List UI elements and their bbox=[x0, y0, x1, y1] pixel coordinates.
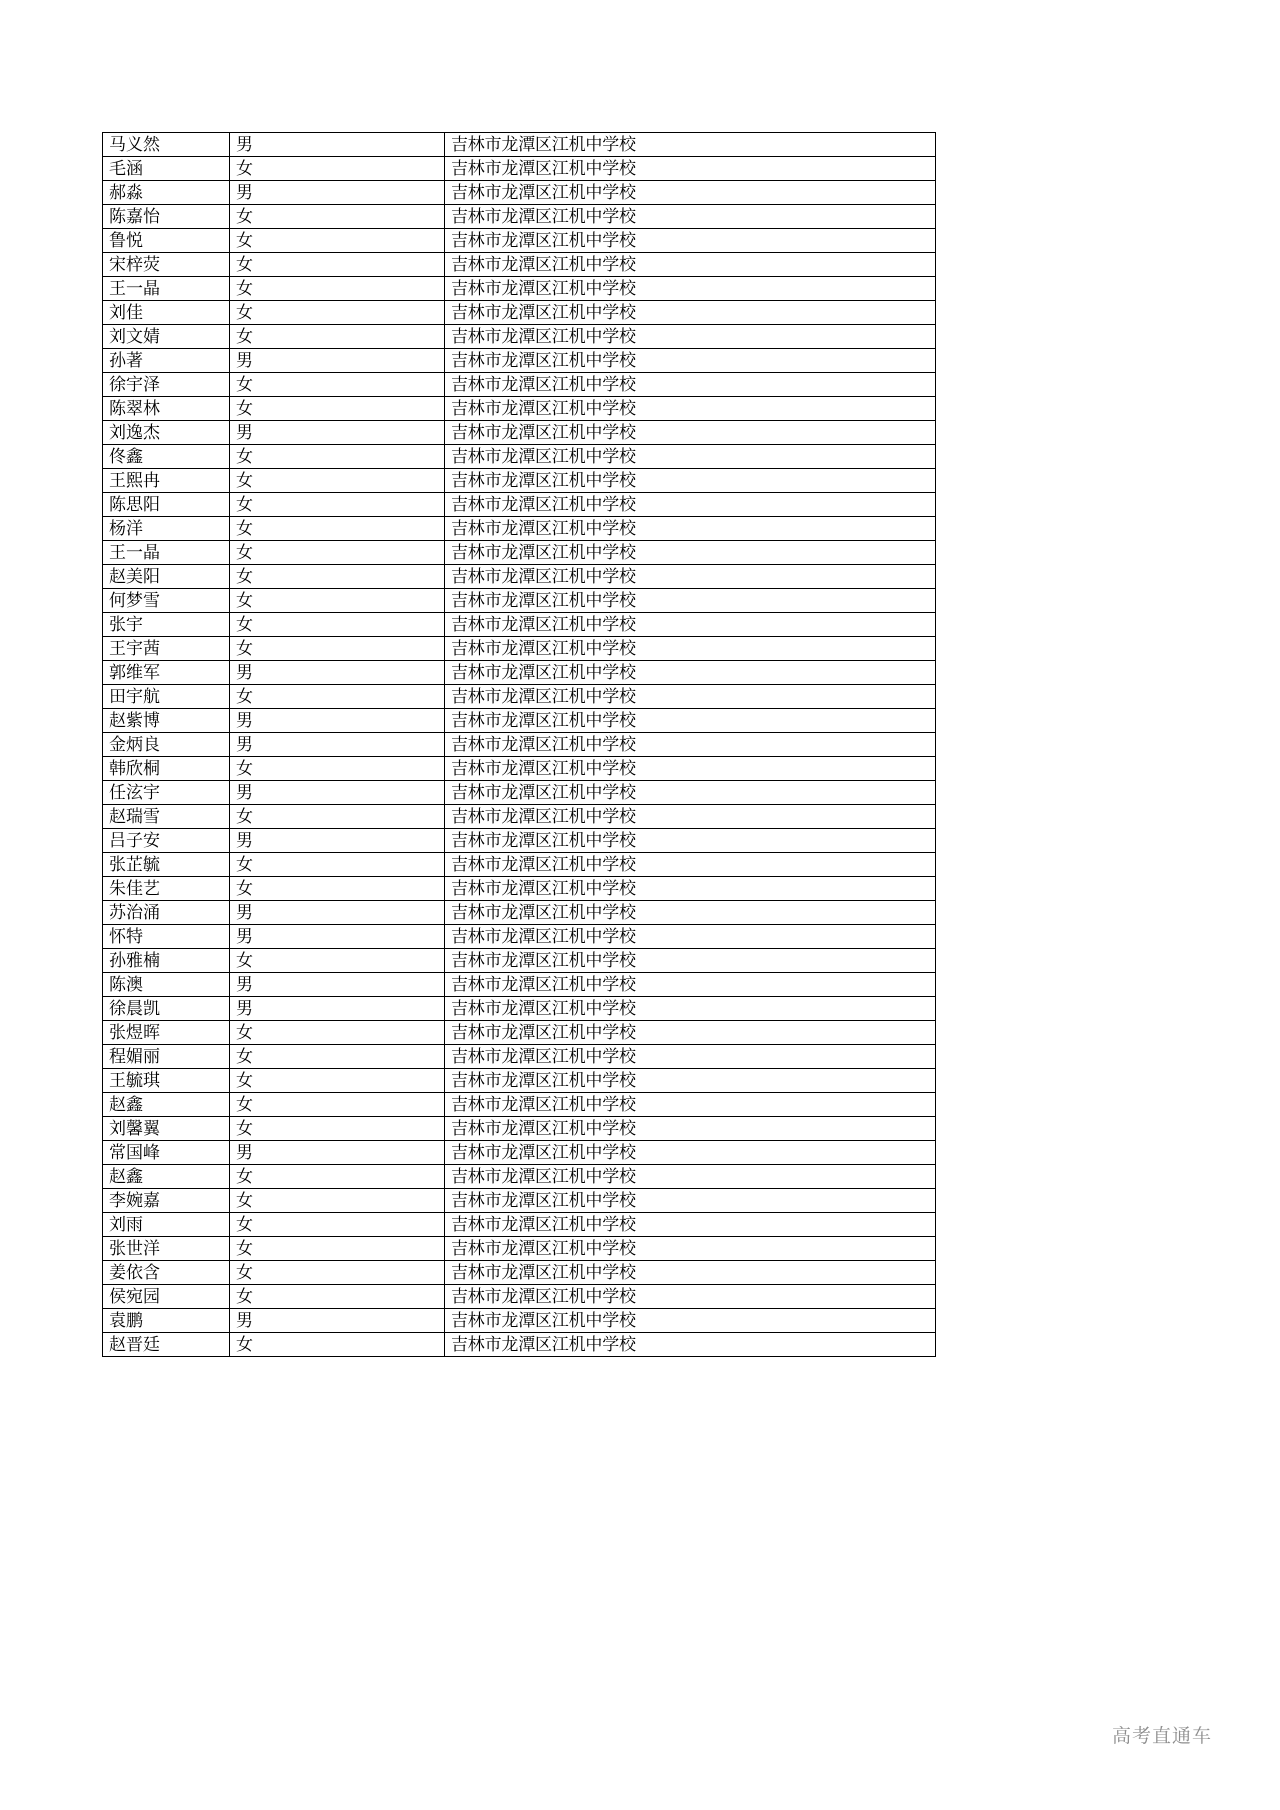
table-row bbox=[103, 877, 936, 901]
cell-student-school: 吉林市龙潭区江机中学校 bbox=[445, 301, 936, 325]
cell-student-name: 赵鑫 bbox=[103, 1093, 230, 1117]
cell-student-school: 吉林市龙潭区江机中学校 bbox=[445, 637, 936, 661]
cell-student-name: 徐宇泽 bbox=[103, 373, 230, 397]
cell-student-name: 郝淼 bbox=[103, 181, 230, 205]
cell-student-sex: 女 bbox=[230, 493, 445, 517]
table-row bbox=[103, 157, 936, 181]
cell-student-name: 刘雨 bbox=[103, 1213, 230, 1237]
table-row bbox=[103, 1021, 936, 1045]
cell-student-name: 王熙冉 bbox=[103, 469, 230, 493]
table-row bbox=[103, 589, 936, 613]
cell-student-school: 吉林市龙潭区江机中学校 bbox=[445, 1045, 936, 1069]
table-row bbox=[103, 1237, 936, 1261]
cell-student-school: 吉林市龙潭区江机中学校 bbox=[445, 589, 936, 613]
cell-student-sex: 女 bbox=[230, 949, 445, 973]
cell-student-school: 吉林市龙潭区江机中学校 bbox=[445, 1309, 936, 1333]
table-row bbox=[103, 829, 936, 853]
table-row bbox=[103, 733, 936, 757]
table-row bbox=[103, 685, 936, 709]
cell-student-sex: 女 bbox=[230, 517, 445, 541]
cell-student-school: 吉林市龙潭区江机中学校 bbox=[445, 205, 936, 229]
cell-student-sex: 女 bbox=[230, 685, 445, 709]
cell-student-school: 吉林市龙潭区江机中学校 bbox=[445, 349, 936, 373]
cell-student-school: 吉林市龙潭区江机中学校 bbox=[445, 1093, 936, 1117]
cell-student-school: 吉林市龙潭区江机中学校 bbox=[445, 901, 936, 925]
cell-student-sex: 女 bbox=[230, 1093, 445, 1117]
cell-student-sex: 女 bbox=[230, 1045, 445, 1069]
cell-student-school: 吉林市龙潭区江机中学校 bbox=[445, 805, 936, 829]
cell-student-school: 吉林市龙潭区江机中学校 bbox=[445, 1069, 936, 1093]
cell-student-sex: 女 bbox=[230, 1333, 445, 1357]
cell-student-sex: 男 bbox=[230, 973, 445, 997]
cell-student-sex: 女 bbox=[230, 565, 445, 589]
cell-student-name: 李婉嘉 bbox=[103, 1189, 230, 1213]
cell-student-name: 宋梓荧 bbox=[103, 253, 230, 277]
cell-student-sex: 男 bbox=[230, 781, 445, 805]
cell-student-sex: 男 bbox=[230, 133, 445, 157]
table-row bbox=[103, 1069, 936, 1093]
cell-student-name: 程媚丽 bbox=[103, 1045, 230, 1069]
table-row bbox=[103, 805, 936, 829]
cell-student-sex: 女 bbox=[230, 637, 445, 661]
cell-student-school: 吉林市龙潭区江机中学校 bbox=[445, 949, 936, 973]
table-row bbox=[103, 1117, 936, 1141]
cell-student-school: 吉林市龙潭区江机中学校 bbox=[445, 853, 936, 877]
cell-student-name: 田宇航 bbox=[103, 685, 230, 709]
cell-student-sex: 男 bbox=[230, 901, 445, 925]
cell-student-name: 王一晶 bbox=[103, 277, 230, 301]
cell-student-sex: 女 bbox=[230, 1117, 445, 1141]
cell-student-name: 赵瑞雪 bbox=[103, 805, 230, 829]
table-row bbox=[103, 349, 936, 373]
cell-student-school: 吉林市龙潭区江机中学校 bbox=[445, 469, 936, 493]
cell-student-name: 张宇 bbox=[103, 613, 230, 637]
cell-student-name: 赵晋廷 bbox=[103, 1333, 230, 1357]
cell-student-school: 吉林市龙潭区江机中学校 bbox=[445, 325, 936, 349]
cell-student-school: 吉林市龙潭区江机中学校 bbox=[445, 733, 936, 757]
cell-student-name: 苏治涌 bbox=[103, 901, 230, 925]
cell-student-school: 吉林市龙潭区江机中学校 bbox=[445, 781, 936, 805]
cell-student-sex: 女 bbox=[230, 589, 445, 613]
cell-student-sex: 女 bbox=[230, 205, 445, 229]
cell-student-sex: 女 bbox=[230, 157, 445, 181]
cell-student-name: 刘文婧 bbox=[103, 325, 230, 349]
cell-student-name: 刘佳 bbox=[103, 301, 230, 325]
cell-student-name: 吕子安 bbox=[103, 829, 230, 853]
cell-student-name: 常国峰 bbox=[103, 1141, 230, 1165]
cell-student-name: 刘逸杰 bbox=[103, 421, 230, 445]
table-row bbox=[103, 1285, 936, 1309]
table-row bbox=[103, 853, 936, 877]
cell-student-school: 吉林市龙潭区江机中学校 bbox=[445, 1117, 936, 1141]
cell-student-school: 吉林市龙潭区江机中学校 bbox=[445, 613, 936, 637]
cell-student-school: 吉林市龙潭区江机中学校 bbox=[445, 709, 936, 733]
table-row bbox=[103, 973, 936, 997]
cell-student-school: 吉林市龙潭区江机中学校 bbox=[445, 685, 936, 709]
cell-student-sex: 男 bbox=[230, 709, 445, 733]
cell-student-school: 吉林市龙潭区江机中学校 bbox=[445, 1141, 936, 1165]
table-row bbox=[103, 661, 936, 685]
cell-student-sex: 男 bbox=[230, 181, 445, 205]
cell-student-name: 王毓琪 bbox=[103, 1069, 230, 1093]
cell-student-sex: 男 bbox=[230, 1309, 445, 1333]
cell-student-school: 吉林市龙潭区江机中学校 bbox=[445, 421, 936, 445]
cell-student-name: 佟鑫 bbox=[103, 445, 230, 469]
cell-student-name: 王宇茜 bbox=[103, 637, 230, 661]
cell-student-name: 张煜晖 bbox=[103, 1021, 230, 1045]
cell-student-school: 吉林市龙潭区江机中学校 bbox=[445, 181, 936, 205]
cell-student-name: 徐晨凯 bbox=[103, 997, 230, 1021]
cell-student-sex: 男 bbox=[230, 997, 445, 1021]
cell-student-school: 吉林市龙潭区江机中学校 bbox=[445, 1189, 936, 1213]
cell-student-school: 吉林市龙潭区江机中学校 bbox=[445, 877, 936, 901]
table-row bbox=[103, 445, 936, 469]
cell-student-school: 吉林市龙潭区江机中学校 bbox=[445, 157, 936, 181]
table-row bbox=[103, 997, 936, 1021]
cell-student-school: 吉林市龙潭区江机中学校 bbox=[445, 373, 936, 397]
cell-student-school: 吉林市龙潭区江机中学校 bbox=[445, 661, 936, 685]
cell-student-sex: 男 bbox=[230, 349, 445, 373]
cell-student-sex: 女 bbox=[230, 1165, 445, 1189]
cell-student-sex: 女 bbox=[230, 1285, 445, 1309]
cell-student-name: 任泫宇 bbox=[103, 781, 230, 805]
cell-student-sex: 女 bbox=[230, 373, 445, 397]
cell-student-sex: 女 bbox=[230, 1261, 445, 1285]
cell-student-name: 刘馨翼 bbox=[103, 1117, 230, 1141]
table-row bbox=[103, 325, 936, 349]
cell-student-school: 吉林市龙潭区江机中学校 bbox=[445, 1021, 936, 1045]
cell-student-school: 吉林市龙潭区江机中学校 bbox=[445, 973, 936, 997]
cell-student-name: 赵紫博 bbox=[103, 709, 230, 733]
table-body bbox=[103, 133, 936, 1357]
cell-student-school: 吉林市龙潭区江机中学校 bbox=[445, 493, 936, 517]
cell-student-school: 吉林市龙潭区江机中学校 bbox=[445, 1261, 936, 1285]
table-row bbox=[103, 637, 936, 661]
cell-student-name: 袁鹏 bbox=[103, 1309, 230, 1333]
table-row bbox=[103, 565, 936, 589]
cell-student-school: 吉林市龙潭区江机中学校 bbox=[445, 757, 936, 781]
cell-student-sex: 女 bbox=[230, 1189, 445, 1213]
cell-student-sex: 女 bbox=[230, 445, 445, 469]
cell-student-school: 吉林市龙潭区江机中学校 bbox=[445, 517, 936, 541]
cell-student-sex: 男 bbox=[230, 925, 445, 949]
table-row bbox=[103, 901, 936, 925]
table-row bbox=[103, 781, 936, 805]
cell-student-sex: 女 bbox=[230, 1213, 445, 1237]
table-row bbox=[103, 493, 936, 517]
cell-student-school: 吉林市龙潭区江机中学校 bbox=[445, 253, 936, 277]
cell-student-sex: 女 bbox=[230, 613, 445, 637]
cell-student-name: 陈嘉怡 bbox=[103, 205, 230, 229]
table-row bbox=[103, 133, 936, 157]
cell-student-sex: 女 bbox=[230, 277, 445, 301]
cell-student-name: 陈思阳 bbox=[103, 493, 230, 517]
cell-student-name: 鲁悦 bbox=[103, 229, 230, 253]
table-row bbox=[103, 1141, 936, 1165]
cell-student-sex: 男 bbox=[230, 733, 445, 757]
cell-student-name: 孙著 bbox=[103, 349, 230, 373]
cell-student-sex: 女 bbox=[230, 301, 445, 325]
table-row bbox=[103, 1093, 936, 1117]
table-row bbox=[103, 253, 936, 277]
cell-student-sex: 女 bbox=[230, 853, 445, 877]
cell-student-name: 赵鑫 bbox=[103, 1165, 230, 1189]
table-row bbox=[103, 229, 936, 253]
cell-student-name: 朱佳艺 bbox=[103, 877, 230, 901]
cell-student-school: 吉林市龙潭区江机中学校 bbox=[445, 1213, 936, 1237]
table-row bbox=[103, 1189, 936, 1213]
table-row bbox=[103, 1333, 936, 1357]
cell-student-school: 吉林市龙潭区江机中学校 bbox=[445, 133, 936, 157]
cell-student-sex: 女 bbox=[230, 325, 445, 349]
table-row bbox=[103, 757, 936, 781]
table-row bbox=[103, 613, 936, 637]
cell-student-school: 吉林市龙潭区江机中学校 bbox=[445, 445, 936, 469]
cell-student-sex: 女 bbox=[230, 469, 445, 493]
watermark-label: 高考直通车 bbox=[1111, 1726, 1212, 1747]
table-row bbox=[103, 517, 936, 541]
cell-student-name: 何梦雪 bbox=[103, 589, 230, 613]
cell-student-name: 姜依含 bbox=[103, 1261, 230, 1285]
cell-student-sex: 男 bbox=[230, 421, 445, 445]
cell-student-school: 吉林市龙潭区江机中学校 bbox=[445, 277, 936, 301]
cell-student-school: 吉林市龙潭区江机中学校 bbox=[445, 229, 936, 253]
cell-student-school: 吉林市龙潭区江机中学校 bbox=[445, 925, 936, 949]
cell-student-sex: 女 bbox=[230, 1069, 445, 1093]
cell-student-name: 陈翠林 bbox=[103, 397, 230, 421]
table-row bbox=[103, 541, 936, 565]
cell-student-school: 吉林市龙潭区江机中学校 bbox=[445, 829, 936, 853]
cell-student-sex: 女 bbox=[230, 1021, 445, 1045]
cell-student-sex: 男 bbox=[230, 1141, 445, 1165]
table-row bbox=[103, 1309, 936, 1333]
cell-student-school: 吉林市龙潭区江机中学校 bbox=[445, 541, 936, 565]
cell-student-name: 毛涵 bbox=[103, 157, 230, 181]
cell-student-name: 孙雅楠 bbox=[103, 949, 230, 973]
cell-student-sex: 男 bbox=[230, 829, 445, 853]
cell-student-sex: 女 bbox=[230, 541, 445, 565]
table-row bbox=[103, 277, 936, 301]
cell-student-name: 张芷毓 bbox=[103, 853, 230, 877]
cell-student-school: 吉林市龙潭区江机中学校 bbox=[445, 565, 936, 589]
cell-student-sex: 女 bbox=[230, 1237, 445, 1261]
table-row bbox=[103, 1045, 936, 1069]
table-row bbox=[103, 1261, 936, 1285]
cell-student-school: 吉林市龙潭区江机中学校 bbox=[445, 1165, 936, 1189]
cell-student-name: 金炳良 bbox=[103, 733, 230, 757]
cell-student-school: 吉林市龙潭区江机中学校 bbox=[445, 997, 936, 1021]
table-row bbox=[103, 373, 936, 397]
cell-student-sex: 女 bbox=[230, 877, 445, 901]
table-row bbox=[103, 949, 936, 973]
table-row bbox=[103, 469, 936, 493]
cell-student-sex: 男 bbox=[230, 661, 445, 685]
student-roster-table bbox=[102, 132, 936, 1357]
cell-student-name: 杨洋 bbox=[103, 517, 230, 541]
table-row bbox=[103, 205, 936, 229]
table-row bbox=[103, 1213, 936, 1237]
cell-student-sex: 女 bbox=[230, 397, 445, 421]
cell-student-school: 吉林市龙潭区江机中学校 bbox=[445, 1237, 936, 1261]
table-row bbox=[103, 925, 936, 949]
cell-student-sex: 女 bbox=[230, 805, 445, 829]
cell-student-name: 韩欣桐 bbox=[103, 757, 230, 781]
cell-student-name: 张世洋 bbox=[103, 1237, 230, 1261]
table-row bbox=[103, 397, 936, 421]
cell-student-school: 吉林市龙潭区江机中学校 bbox=[445, 1285, 936, 1309]
cell-student-name: 郭维军 bbox=[103, 661, 230, 685]
cell-student-name: 陈澳 bbox=[103, 973, 230, 997]
cell-student-name: 王一晶 bbox=[103, 541, 230, 565]
cell-student-sex: 女 bbox=[230, 229, 445, 253]
cell-student-school: 吉林市龙潭区江机中学校 bbox=[445, 1333, 936, 1357]
cell-student-name: 赵美阳 bbox=[103, 565, 230, 589]
cell-student-name: 侯宛园 bbox=[103, 1285, 230, 1309]
cell-student-school: 吉林市龙潭区江机中学校 bbox=[445, 397, 936, 421]
cell-student-name: 马义然 bbox=[103, 133, 230, 157]
cell-student-name: 怀特 bbox=[103, 925, 230, 949]
table-row bbox=[103, 301, 936, 325]
cell-student-sex: 女 bbox=[230, 253, 445, 277]
cell-student-sex: 女 bbox=[230, 757, 445, 781]
table-row bbox=[103, 421, 936, 445]
table-row bbox=[103, 709, 936, 733]
table-row bbox=[103, 1165, 936, 1189]
table-row bbox=[103, 181, 936, 205]
